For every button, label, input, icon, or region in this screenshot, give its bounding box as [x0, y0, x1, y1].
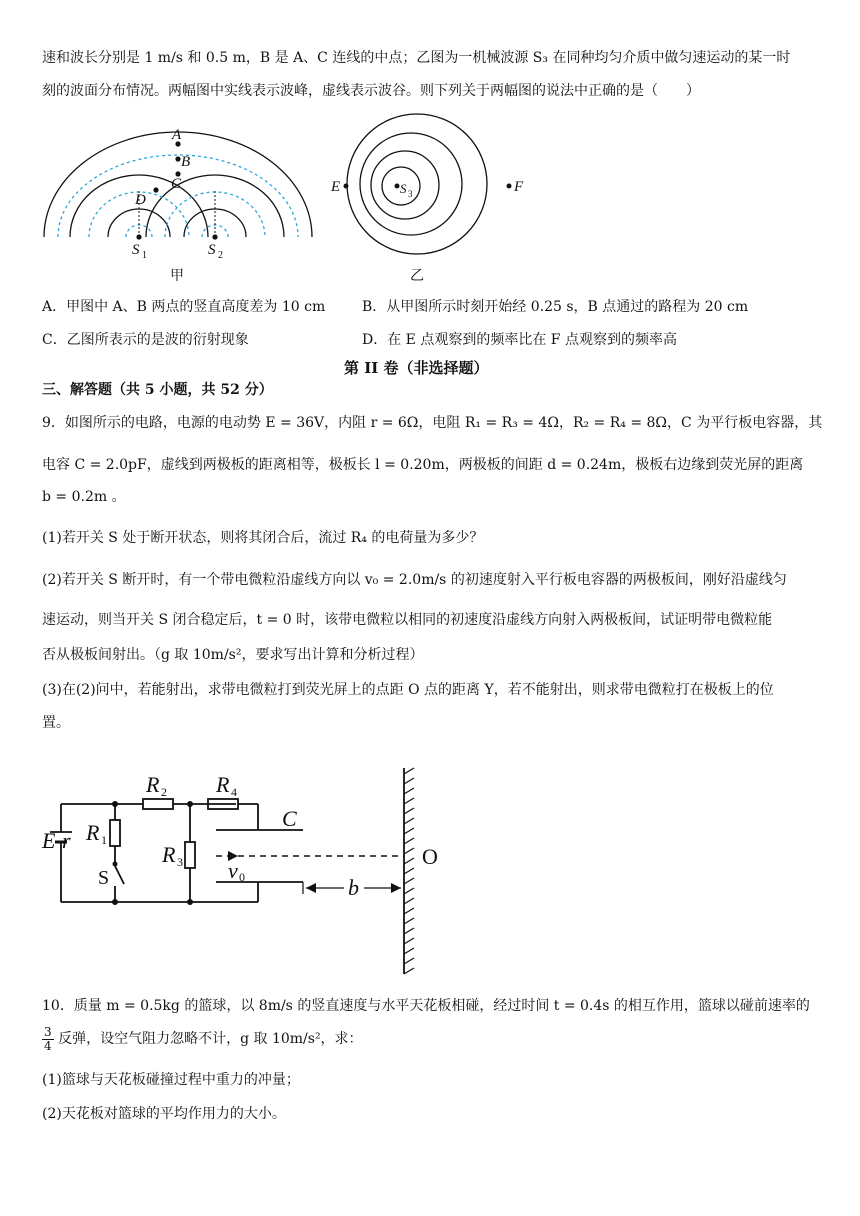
q10-line-1: 10．质量 m = 0.5kg 的篮球，以 8m/s 的竖直速度与水平天花板相碰，经过时间 t = 0.4s 的相互作用，篮球以碰前速率的 — [42, 998, 810, 1014]
label-c-capacitor: C — [282, 806, 297, 831]
q9-line-3: b = 0.2m 。 — [42, 489, 126, 505]
label-s-switch: S — [98, 867, 110, 889]
label-e-source: E — [42, 828, 56, 853]
label-r4-sub: 4 — [231, 785, 237, 799]
label-e: E — [331, 179, 341, 195]
label-f: F — [514, 179, 524, 195]
point-s2 — [212, 234, 217, 239]
wave-troughs — [58, 155, 298, 237]
label-v0: v — [228, 858, 238, 883]
point-b — [175, 156, 180, 161]
volume-title: 第 II 卷（非选择题） — [344, 359, 489, 377]
figure-jia — [38, 122, 323, 287]
label-b: B — [181, 154, 191, 170]
label-r1-sub: 1 — [101, 833, 107, 847]
label-r4: R — [216, 772, 230, 797]
intro-line-2: 刻的波面分布情况。两幅图中实线表示波峰，虚线表示波谷。则下列关于两幅图的说法中正确的是（ ） — [42, 83, 700, 99]
q10-part-2: (2)天花板对篮球的平均作用力的大小。 — [42, 1106, 286, 1122]
q9-line-2: 电容 C = 2.0pF，虚线到两极板的距离相等，极板长 l = 0.20m，两极板的间距 d = 0.24m，极板右边缘到荧光屏的距离 — [42, 457, 804, 473]
label-r3: R — [162, 842, 176, 867]
label-d: D — [135, 192, 146, 208]
point-e — [344, 184, 349, 189]
label-s1: S — [132, 242, 140, 258]
label-s3: S — [400, 181, 407, 196]
q9-part-2a: (2)若开关 S 断开时，有一个带电微粒沿虚线方向以 v₀ = 2.0m/s 的初速度射入平行板电容器的两极板间，刚好沿虚线匀 — [42, 572, 787, 588]
section-title: 三、解答题（共 5 小题，共 52 分） — [42, 382, 273, 398]
label-s2-sub: 2 — [218, 250, 223, 261]
wave-fronts — [347, 114, 487, 254]
q10-line-2-wrap — [42, 1024, 363, 1054]
label-b: b — [348, 875, 359, 900]
intro-line-1: 速和波长分别是 1 m/s 和 0.5 m，B 是 A、C 连线的中点；乙图为一机械波源 S₃ 在同种均匀介质中做匀速运动的某一时 — [42, 50, 791, 66]
option-b: B．从甲图所示时刻开始经 0.25 s，B 点通过的路程为 20 cm — [362, 299, 749, 315]
label-s2: S — [208, 242, 216, 258]
point-f — [507, 184, 512, 189]
label-c: C — [171, 176, 182, 192]
q9-line-1: 9．如图所示的电路，电源的电动势 E = 36V，内阻 r = 6Ω，电阻 R₁ = R₃ = 4Ω，R₂ = R₄ = 8Ω，C 为平行板电容器，其 — [42, 415, 823, 431]
q9-part-2b: 速运动，则当开关 S 闭合稳定后，t = 0 时，该带电微粒以相同的初速度沿虚线方向射入两极板间，试证明带电微粒能 — [42, 612, 773, 628]
label-r1: R — [86, 820, 100, 845]
point-d — [153, 187, 158, 192]
label-a: A — [172, 127, 182, 143]
label-r2: R — [146, 772, 160, 797]
circuit-diagram — [38, 762, 458, 980]
caption-yi: 乙 — [410, 268, 424, 284]
q10-line-2: 反弹，设空气阻力忽略不计，g 取 10m/s²，求： — [58, 1031, 363, 1047]
q9-part-3a: (3)在(2)问中，若能射出，求带电微粒打到荧光屏上的点距 O 点的距离 Y，若不能射出，则求带电微粒打在极板上的位 — [42, 682, 774, 698]
q9-part-1: (1)若开关 S 处于断开状态，则将其闭合后，流过 R₄ 的电荷量为多少？ — [42, 530, 484, 546]
point-s3 — [395, 184, 400, 189]
label-r2-sub: 2 — [161, 785, 167, 799]
q10-fraction — [42, 1026, 54, 1053]
figure-yi — [325, 108, 535, 288]
option-d: D．在 E 点观察到的频率比在 F 点观察到的频率高 — [362, 332, 677, 348]
caption-jia: 甲 — [170, 268, 184, 284]
label-o-point: O — [422, 844, 438, 869]
q9-part-2c: 否从极板间射出。（g 取 10m/s²，要求写出计算和分析过程） — [42, 647, 424, 663]
point-s1 — [136, 234, 141, 239]
screen-hatching — [404, 768, 414, 974]
q10-fraction-numerator: 3 — [44, 1024, 52, 1039]
label-v0-sub: 0 — [239, 870, 245, 884]
junction-dots — [112, 801, 193, 905]
label-r3-sub: 3 — [177, 855, 183, 869]
q9-part-3b: 置。 — [42, 715, 70, 731]
option-c: C．乙图所表示的是波的衍射现象 — [42, 332, 249, 348]
option-a: A．甲图中 A、B 两点的竖直高度差为 10 cm — [42, 299, 326, 315]
label-s1-sub: 1 — [142, 250, 147, 261]
label-s3-sub: 3 — [408, 189, 413, 199]
label-r-internal: r — [62, 828, 71, 853]
q10-fraction-denominator: 4 — [44, 1038, 52, 1053]
q10-part-1: (1)篮球与天花板碰撞过程中重力的冲量； — [42, 1072, 300, 1088]
